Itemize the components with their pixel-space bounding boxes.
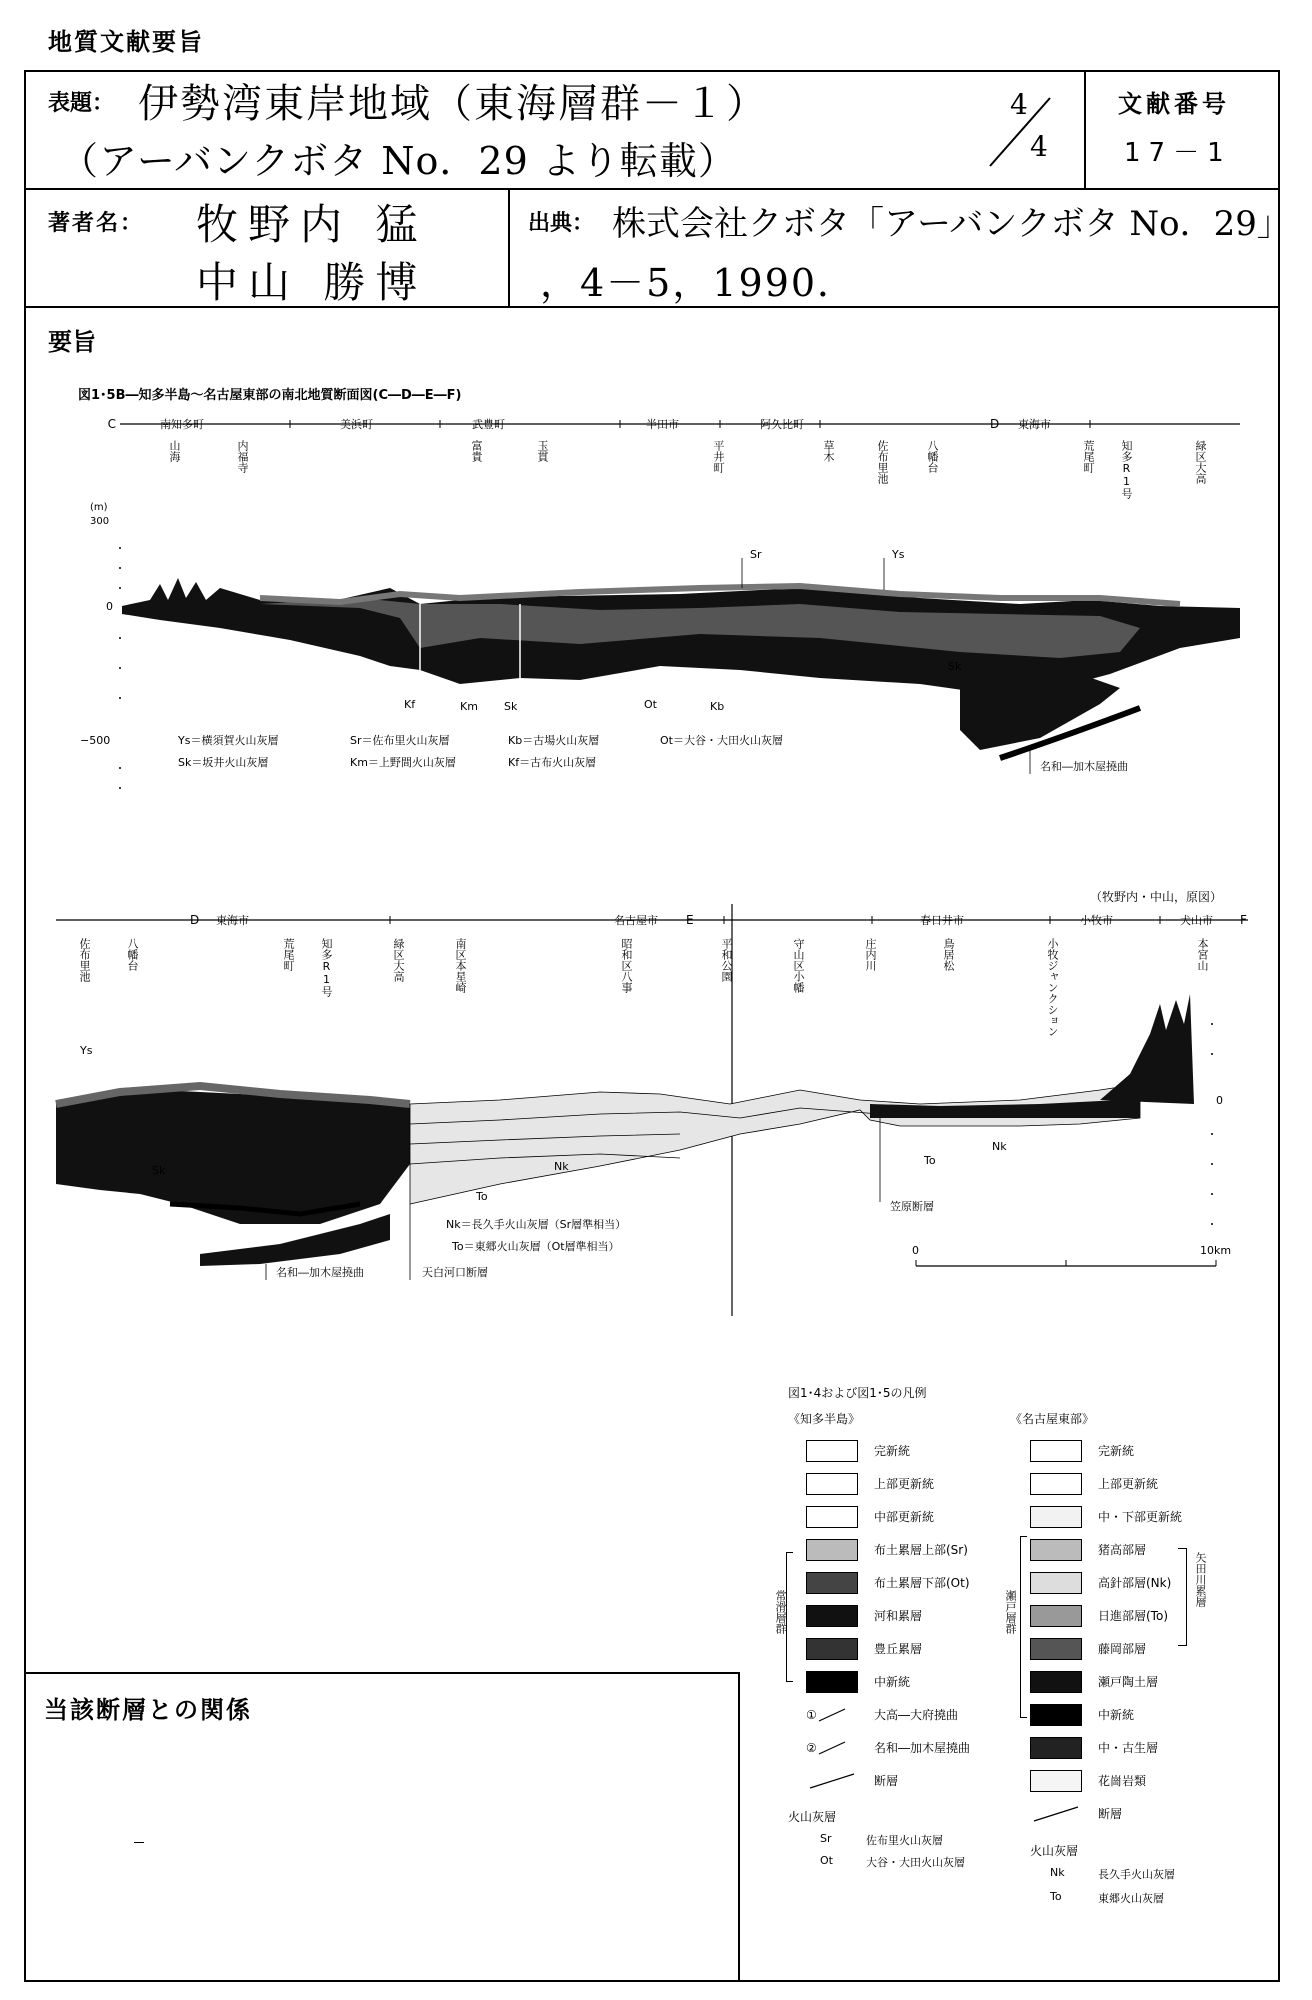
legend-left-row bbox=[806, 1764, 970, 1797]
legend-right-row bbox=[1030, 1797, 1182, 1830]
bottom-place-toriimatsu: 鳥居松 bbox=[942, 938, 955, 971]
bottom-credit: （牧野内・中山，原図） bbox=[1090, 890, 1223, 904]
legend-right-ash-nk-code: Nk bbox=[1050, 1866, 1065, 1879]
docno-label: 文献番号 bbox=[1118, 90, 1230, 118]
legend-left-row bbox=[806, 1434, 970, 1467]
legend-left-row bbox=[806, 1599, 970, 1632]
legend-right-label: 完新統 bbox=[1098, 1444, 1135, 1458]
legend-right-label: 中新統 bbox=[1098, 1708, 1135, 1722]
top-y-0: 0 bbox=[106, 600, 113, 613]
bottom-place-araocho: 荒尾町 bbox=[282, 938, 295, 971]
top-route-taketoyo: 武豊町 bbox=[472, 418, 505, 431]
figure-title: 図1･5B―知多半島～名古屋東部の南北地質断面図(C―D―E―F) bbox=[78, 388, 462, 403]
circle-two: ② bbox=[806, 1740, 817, 1755]
legend-right-ash-nk-name: 長久手火山灰層 bbox=[1098, 1868, 1175, 1881]
top-route-d: D bbox=[990, 417, 1000, 431]
top-note-ys: Ys＝横須賀火山灰層 bbox=[178, 734, 279, 747]
legend-left-list bbox=[806, 1434, 970, 1797]
legend-left-ash-sr-name: 佐布里火山灰層 bbox=[866, 1834, 943, 1847]
legend-swatch bbox=[806, 1539, 858, 1561]
legend-left-label: 上部更新統 bbox=[874, 1477, 935, 1491]
bottom-place-yagoto: 昭和区八事 bbox=[620, 938, 633, 993]
legend-swatch bbox=[1030, 1572, 1082, 1594]
bottom-place-chitar1: 知多R1号 bbox=[320, 938, 333, 997]
legend-right-head: 《名古屋東部》 bbox=[1010, 1412, 1095, 1426]
legend-right-row bbox=[1030, 1434, 1182, 1467]
bottom-place-hachimandai: 八幡台 bbox=[126, 938, 139, 971]
doc-type-heading: 地質文献要旨 bbox=[48, 28, 204, 56]
legend-swatch bbox=[1030, 1605, 1082, 1627]
legend-left-ash-sr-code: Sr bbox=[820, 1832, 832, 1845]
top-place-araocho: 荒尾町 bbox=[1082, 440, 1095, 473]
legend-swatch bbox=[806, 1605, 858, 1627]
legend-left-row bbox=[806, 1566, 970, 1599]
author-name-2: 中山 勝博 bbox=[196, 258, 428, 307]
source-line1: 株式会社クボタ「アーバンクボタ No．29」 bbox=[612, 204, 1291, 244]
legend-left-row bbox=[806, 1632, 970, 1665]
bottom-y-0: 0 bbox=[1216, 1094, 1223, 1107]
legend-swatch bbox=[1030, 1506, 1082, 1528]
legend-left-row bbox=[806, 1500, 970, 1533]
top-y-m500: −500 bbox=[80, 734, 111, 747]
bottom-note-nk: Nk＝長久手火山灰層（Sr層準相当） bbox=[446, 1218, 627, 1231]
circle-one: ① bbox=[806, 1707, 817, 1722]
page-fraction-slash bbox=[980, 92, 1060, 172]
top-marker-sk1: Sk bbox=[504, 700, 518, 713]
legend-left-label: 完新統 bbox=[874, 1444, 911, 1458]
legend-right-label: 藤岡部層 bbox=[1098, 1642, 1147, 1656]
bottom-marker-nk1: Nk bbox=[554, 1160, 569, 1173]
top-marker-ys: Ys bbox=[892, 548, 905, 561]
bottom-marker-to1: To bbox=[476, 1190, 488, 1203]
top-note-kb: Kb＝古場火山灰層 bbox=[508, 734, 600, 747]
legend-right-label: 断層 bbox=[1098, 1807, 1123, 1821]
bottom-place-heiwakoen: 平和公園 bbox=[720, 938, 733, 982]
top-place-uchifukuji: 内福寺 bbox=[236, 440, 249, 473]
top-place-chitar1: 知多R1号 bbox=[1120, 440, 1133, 499]
legend-swatch bbox=[1030, 1770, 1082, 1792]
legend-right-label: 中・古生層 bbox=[1098, 1741, 1159, 1755]
bottom-fold-label: 名和―加木屋撓曲 bbox=[276, 1266, 364, 1279]
bottom-route-komaki: 小牧市 bbox=[1080, 914, 1113, 927]
legend-right-row bbox=[1030, 1533, 1182, 1566]
author-name-1: 牧野内 猛 bbox=[196, 200, 428, 249]
top-place-hiraicho: 平井町 bbox=[712, 440, 725, 473]
relation-label: 当該断層との関係 bbox=[44, 1696, 252, 1724]
bottom-route-e: E bbox=[686, 913, 694, 927]
legend-swatch bbox=[806, 1671, 858, 1693]
top-note-sk: Sk＝坂井火山灰層 bbox=[178, 756, 269, 769]
top-route-c: C bbox=[107, 417, 116, 431]
top-note-sr: Sr＝佐布里火山灰層 bbox=[350, 734, 450, 747]
top-place-fuki: 富貴 bbox=[470, 440, 483, 462]
bottom-fault-kasahara: 笠原断層 bbox=[890, 1200, 934, 1213]
bottom-place-ryokkuodaka: 緑区大高 bbox=[392, 938, 405, 982]
legend-right-group bbox=[1020, 1536, 1027, 1718]
bottom-place-komaki-jct: 小牧ジャンクション bbox=[1046, 938, 1059, 1037]
bottom-place-sobuike: 佐布里池 bbox=[78, 938, 91, 982]
legend-swatch bbox=[1030, 1539, 1082, 1561]
legend-left-label: 布土累層上部(Sr) bbox=[874, 1543, 968, 1557]
source-label: 出典： bbox=[528, 211, 595, 236]
bottom-route-tokai: 東海市 bbox=[216, 914, 249, 927]
legend-right-label: 花崗岩類 bbox=[1098, 1774, 1147, 1788]
legend-right-label: 上部更新統 bbox=[1098, 1477, 1159, 1491]
bottom-cross-section bbox=[40, 904, 1280, 1324]
legend-left-ash-ot-code: Ot bbox=[820, 1854, 833, 1867]
legend-swatch bbox=[806, 1473, 858, 1495]
top-route-tokai: 東海市 bbox=[1018, 418, 1051, 431]
author-divider bbox=[508, 188, 510, 308]
title-divider bbox=[1084, 70, 1086, 190]
top-y-unit: (m) bbox=[90, 502, 108, 513]
legend-left-row bbox=[806, 1665, 970, 1698]
legend-right-side-label: 矢田川累層 bbox=[1194, 1552, 1207, 1607]
legend-right-ash-to-code: To bbox=[1050, 1890, 1062, 1903]
legend-left-ash-ot-name: 大谷・大田火山灰層 bbox=[866, 1856, 965, 1869]
legend-left-label: 豊丘累層 bbox=[874, 1642, 923, 1656]
top-place-sobuike: 佐布里池 bbox=[876, 440, 889, 484]
author-label: 著者名： bbox=[48, 211, 145, 236]
legend-swatch bbox=[806, 1440, 858, 1462]
legend-left-row bbox=[806, 1533, 970, 1566]
legend-right-row bbox=[1030, 1467, 1182, 1500]
top-marker-kf: Kf bbox=[404, 698, 416, 711]
top-route-mihama: 美浜町 bbox=[340, 418, 373, 431]
legend-left-group-label: 常滑層群 bbox=[774, 1590, 787, 1634]
legend-swatch bbox=[806, 1572, 858, 1594]
page-numerator: 4 bbox=[1010, 88, 1028, 121]
top-place-hachimandai: 八幡台 bbox=[926, 440, 939, 473]
fault-symbol bbox=[1030, 1803, 1082, 1825]
legend-right-row bbox=[1030, 1731, 1182, 1764]
bottom-marker-to2: To bbox=[924, 1154, 936, 1167]
bottom-place-hongusan: 本宮山 bbox=[1196, 938, 1209, 971]
legend-right-label: 猪高部層 bbox=[1098, 1543, 1147, 1557]
legend-swatch bbox=[1030, 1704, 1082, 1726]
legend-swatch bbox=[1030, 1638, 1082, 1660]
legend-right-ash-to-name: 東郷火山灰層 bbox=[1098, 1892, 1164, 1905]
bottom-place-obata: 守山区小幡 bbox=[792, 938, 805, 993]
title-label: 表題： bbox=[48, 91, 115, 116]
legend-left-head: 《知多半島》 bbox=[788, 1412, 861, 1426]
top-place-ryokkuodaka: 緑区大高 bbox=[1194, 440, 1207, 484]
top-marker-sk2: Sk bbox=[948, 660, 962, 673]
legend-left-row bbox=[806, 1698, 970, 1731]
legend-right-row bbox=[1030, 1566, 1182, 1599]
title-line2: （アーバンクボタ No．29 より転載） bbox=[60, 139, 737, 183]
top-marker-kb: Kb bbox=[710, 700, 725, 713]
top-marker-ot: Ot bbox=[644, 698, 657, 711]
bottom-place-motohoshizaki: 南区本星崎 bbox=[454, 938, 467, 993]
legend-left-label: 布土累層下部(Ot) bbox=[874, 1576, 970, 1590]
legend-left-label: 河和累層 bbox=[874, 1609, 923, 1623]
legend-left-ash-title: 火山灰層 bbox=[788, 1810, 837, 1824]
bottom-marker-nk2: Nk bbox=[992, 1140, 1007, 1153]
bottom-marker-sk: Sk bbox=[152, 1164, 166, 1177]
relation-dash bbox=[134, 1842, 144, 1843]
bottom-place-shonaigawa: 庄内川 bbox=[864, 938, 877, 971]
title-line1: 伊勢湾東岸地域（東海層群－１） bbox=[138, 81, 768, 127]
legend-right-row bbox=[1030, 1665, 1182, 1698]
legend-right-label: 中・下部更新統 bbox=[1098, 1510, 1183, 1524]
legend-left-label: 大高―大府撓曲 bbox=[874, 1708, 959, 1722]
fault-symbol bbox=[806, 1770, 858, 1792]
legend-right-label: 瀬戸陶土層 bbox=[1098, 1675, 1159, 1689]
legend-left-label: 断層 bbox=[874, 1774, 899, 1788]
bottom-route-d: D bbox=[190, 913, 200, 927]
legend-swatch bbox=[1030, 1671, 1082, 1693]
summary-label: 要旨 bbox=[48, 328, 96, 356]
top-marker-sr: Sr bbox=[750, 548, 762, 561]
bottom-route-nagoya: 名古屋市 bbox=[614, 914, 658, 927]
page-denominator: 4 bbox=[1030, 130, 1048, 163]
bottom-marker-ys: Ys bbox=[80, 1044, 93, 1057]
legend-right-row bbox=[1030, 1599, 1182, 1632]
bottom-note-to: To＝東郷火山灰層（Ot層準相当） bbox=[452, 1240, 620, 1253]
scale-0: 0 bbox=[912, 1244, 919, 1257]
top-note-ot: Ot＝大谷・大田火山灰層 bbox=[660, 734, 783, 747]
legend-swatch bbox=[806, 1506, 858, 1528]
bottom-fault-tempaku: 天白河口断層 bbox=[422, 1266, 488, 1279]
fold-symbol bbox=[817, 1738, 847, 1758]
scale-10km: 10km bbox=[1200, 1244, 1232, 1257]
legend-swatch bbox=[1030, 1473, 1082, 1495]
legend-right-row bbox=[1030, 1764, 1182, 1797]
legend-left-label: 名和―加木屋撓曲 bbox=[874, 1741, 971, 1755]
top-y-300: 300 bbox=[90, 516, 110, 527]
top-note-km: Km＝上野間火山灰層 bbox=[350, 756, 456, 769]
legend-swatch bbox=[806, 1638, 858, 1660]
legend-swatch bbox=[1030, 1440, 1082, 1462]
docno-value: 17－1 bbox=[1124, 138, 1232, 168]
legend-right-ash-title: 火山灰層 bbox=[1030, 1844, 1079, 1858]
top-route-agui: 阿久比町 bbox=[760, 418, 804, 431]
legend-left-group bbox=[786, 1552, 793, 1682]
bottom-route-kasugai: 春日井市 bbox=[920, 914, 964, 927]
legend-right-side-bracket bbox=[1178, 1548, 1187, 1646]
legend-right-label: 高針部層(Nk) bbox=[1098, 1576, 1172, 1590]
top-place-sankai: 山海 bbox=[168, 440, 181, 462]
legend-left-label: 中新統 bbox=[874, 1675, 911, 1689]
top-route-handa: 半田市 bbox=[646, 418, 679, 431]
legend-right-list bbox=[1030, 1434, 1182, 1830]
fold-symbol bbox=[817, 1705, 847, 1725]
legend-left-label: 中部更新統 bbox=[874, 1510, 935, 1524]
top-route-minamichita: 南知多町 bbox=[160, 418, 204, 431]
legend-right-group-label: 瀬戸層群 bbox=[1004, 1590, 1017, 1634]
top-fold-label: 名和―加木屋撓曲 bbox=[1040, 760, 1128, 773]
bottom-route-inuyama: 犬山市 bbox=[1180, 914, 1213, 927]
legend-title: 図1･4および図1･5の凡例 bbox=[788, 1386, 927, 1400]
legend-left-row bbox=[806, 1731, 970, 1764]
top-place-tamanuki: 玉貫 bbox=[536, 440, 549, 462]
legend-right-label: 日進部層(To) bbox=[1098, 1609, 1168, 1623]
source-line2: ，4－5，1990． bbox=[540, 261, 858, 305]
legend-right-row bbox=[1030, 1500, 1182, 1533]
legend-left-row bbox=[806, 1467, 970, 1500]
top-note-kf: Kf＝古布火山灰層 bbox=[508, 756, 597, 769]
legend-right-row bbox=[1030, 1698, 1182, 1731]
top-marker-km: Km bbox=[460, 700, 478, 713]
bottom-route-f: F bbox=[1240, 913, 1247, 927]
top-place-kusaki: 草木 bbox=[822, 440, 835, 462]
legend-swatch bbox=[1030, 1737, 1082, 1759]
legend-right-row bbox=[1030, 1632, 1182, 1665]
